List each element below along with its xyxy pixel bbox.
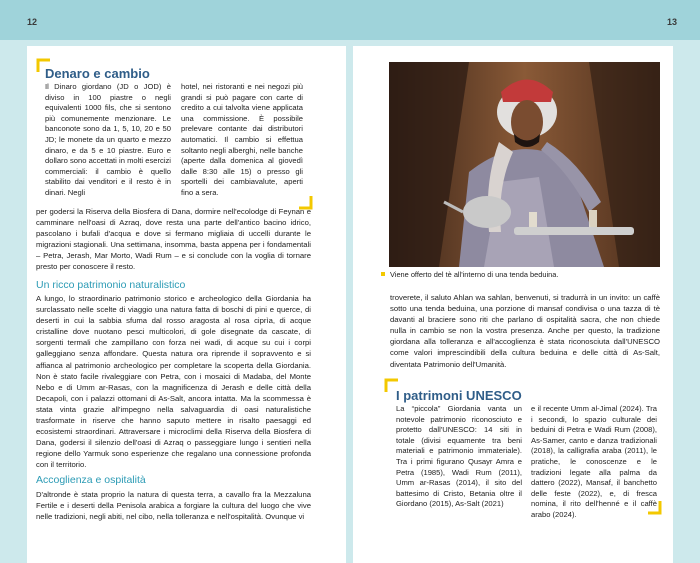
caption-bullet-icon (381, 272, 385, 276)
left-page-number: 12 (27, 17, 38, 27)
nature-paragraph: A lungo, lo straordinario patrimonio storico e archeologico della Giordania ha surclassato nelle scelte di viaggio una natura fatta di boschi di pini e querce, di deserti in cui la sabbia sfuma dal rosso aragosta al rosa ciprìa, di acque cristalline dove nuotano pesci multicolori, di gole disegnate da cascate, di sorgenti termali che zampillano con forza nei wadi, di acque su cui i corpi galleggiano senza affondare. Questa natura ora riprende il sopravvento e si affianca al patrimonio archeologico per completare la scoperta della Giordania. Non è stato facile rivaleggiare con Petra, con i mosaici di Madaba, del Monte Nebo e di Umm ar-Rasas, con la magnificenza di Jerash e delle città della Decapoli, con i palazzi ottomani di As-Salt, ancora intatta. Ma la scommessa è stata vinta grazie all'impegno nella salvaguardia di oasi naturalistiche trasformate in riserve che hanno saputo mettere in risalto paesaggi ed ecosistemi straordinari. Attraversare i microclimi della Riserva della Biosfera di Dana, godersi il silenzio dell'oasi di Azraq o passeggiare lungo i sentieri nella regione dello Yarmuk sono esperienze che regalano una connessione profonda con il territorio. (36, 294, 311, 470)
left-intro-paragraph: per godersi la Riserva della Biosfera di Dana, dormire nell'ecolodge di Feynan e camminare nell'oasi di Azraq, dove resta una parte dell'antico bacino idrico, pascolano i bufali d'acqua e dove si fermano migliaia di uccelli durante le migrazioni stagionali. Una settimana, insomma, basta appena per i fondamentali – Petra, Jerash, Mar Morto, Wadi Rum – e si conclude con la voglia di tornare presto per conoscere il resto. (36, 207, 311, 272)
money-box-col1: Il Dinaro giordano (JD o JOD) è diviso in 100 piastre o negli equivalenti 1000 fils, che si sentono più comunemente menzionare. Le banconote sono da 1, 5, 10, 20 e 50 JD; le monete da un quarto e mezzo dinaro, e da 5 e 10 piastre. Euro e dollaro sono accettati in molti esercizi commerciali: il cambio è quello stabilito dai venditori e il resto è in dinari. Negli (45, 82, 171, 197)
money-box-col2: hotel, nei ristoranti e nei negozi più grandi si può pagare con carte di credito a cui talvolta viene applicata una commissione. È possibile prelevare contante dai distributori automatici. Il cambio si effettua soltanto negli alberghi, nelle banche (aperte dalla domenica al giovedì dalle 8:30 alle 15) o presso gli sportelli dei cambiavalute, aperti fino a sera. (181, 82, 303, 197)
right-page-number: 13 (667, 17, 678, 27)
bedouin-tea-photo (389, 62, 660, 267)
unesco-box-col2: e il recente Umm al-Jimal (2024). Tra i secondi, lo spazio culturale dei beduini di Petra e Wadi Rum (2008), As-Samer, canto e danza tradizionali (2018), la calligrafia araba (2011), le pratiche, le conoscenze e le tradizioni legate alla palma da dattero (2022), Mansaf, il banchetto delle feste (2022), e, di fresca nomina, il rito dell'henné e il caffè arabo (2024). (531, 404, 657, 519)
money-box-title: Denaro e cambio (45, 66, 150, 81)
top-color-band (0, 0, 700, 40)
unesco-box-col1: La “piccola” Giordania vanta un notevole patrimonio riconosciuto e protetto dall'UNESCO: 14 siti in totale (divisi equamente tra beni materiali e patrimonio immateriale). Tra i primi figurano Qusayr Amra e Petra (1985), Wadi Rum (2011), Umm ar-Rasas (2014), il sito del battesimo di Cristo, Betania oltre il Giordano (2015), As-Salt (2021) (396, 404, 522, 509)
hospitality-paragraph: D'altronde è stata proprio la natura di questa terra, a cavallo fra la Mezzaluna Fertile e i deserti della Penisola arabica a forgiare la cultura del luogo che vive nelle tradizioni, negli abiti, nel cibo, nella tolleranza e nell'ospitalità. Ovunque vi (36, 490, 311, 522)
section-heading-nature: Un ricco patrimonio naturalistico (36, 279, 186, 291)
section-heading-hospitality: Accoglienza e ospitalità (36, 474, 146, 486)
right-paragraph: troverete, il saluto Ahlan wa sahlan, benvenuti, si tradurrà in un invito: un caffè sotto una tenda beduina, una porzione di mansaf condivisa o una tazza di tè davanti al braciere sono riti che parlano di ospitalità sacra, che non chiede nulla in cambio se non la vostra presenza. Anche per questo, la tradizione giordana alla tolleranza e all'accoglienza è stata riconosciuta dall'UNESCO come valori imprescindibili della cultura beduina e delle città di As-Salt, diventata Patrimonio dell'Umanità. (390, 293, 660, 369)
photo-caption: Viene offerto del tè all'interno di una tenda beduina. (390, 270, 559, 279)
unesco-box-title: I patrimoni UNESCO (396, 388, 522, 403)
